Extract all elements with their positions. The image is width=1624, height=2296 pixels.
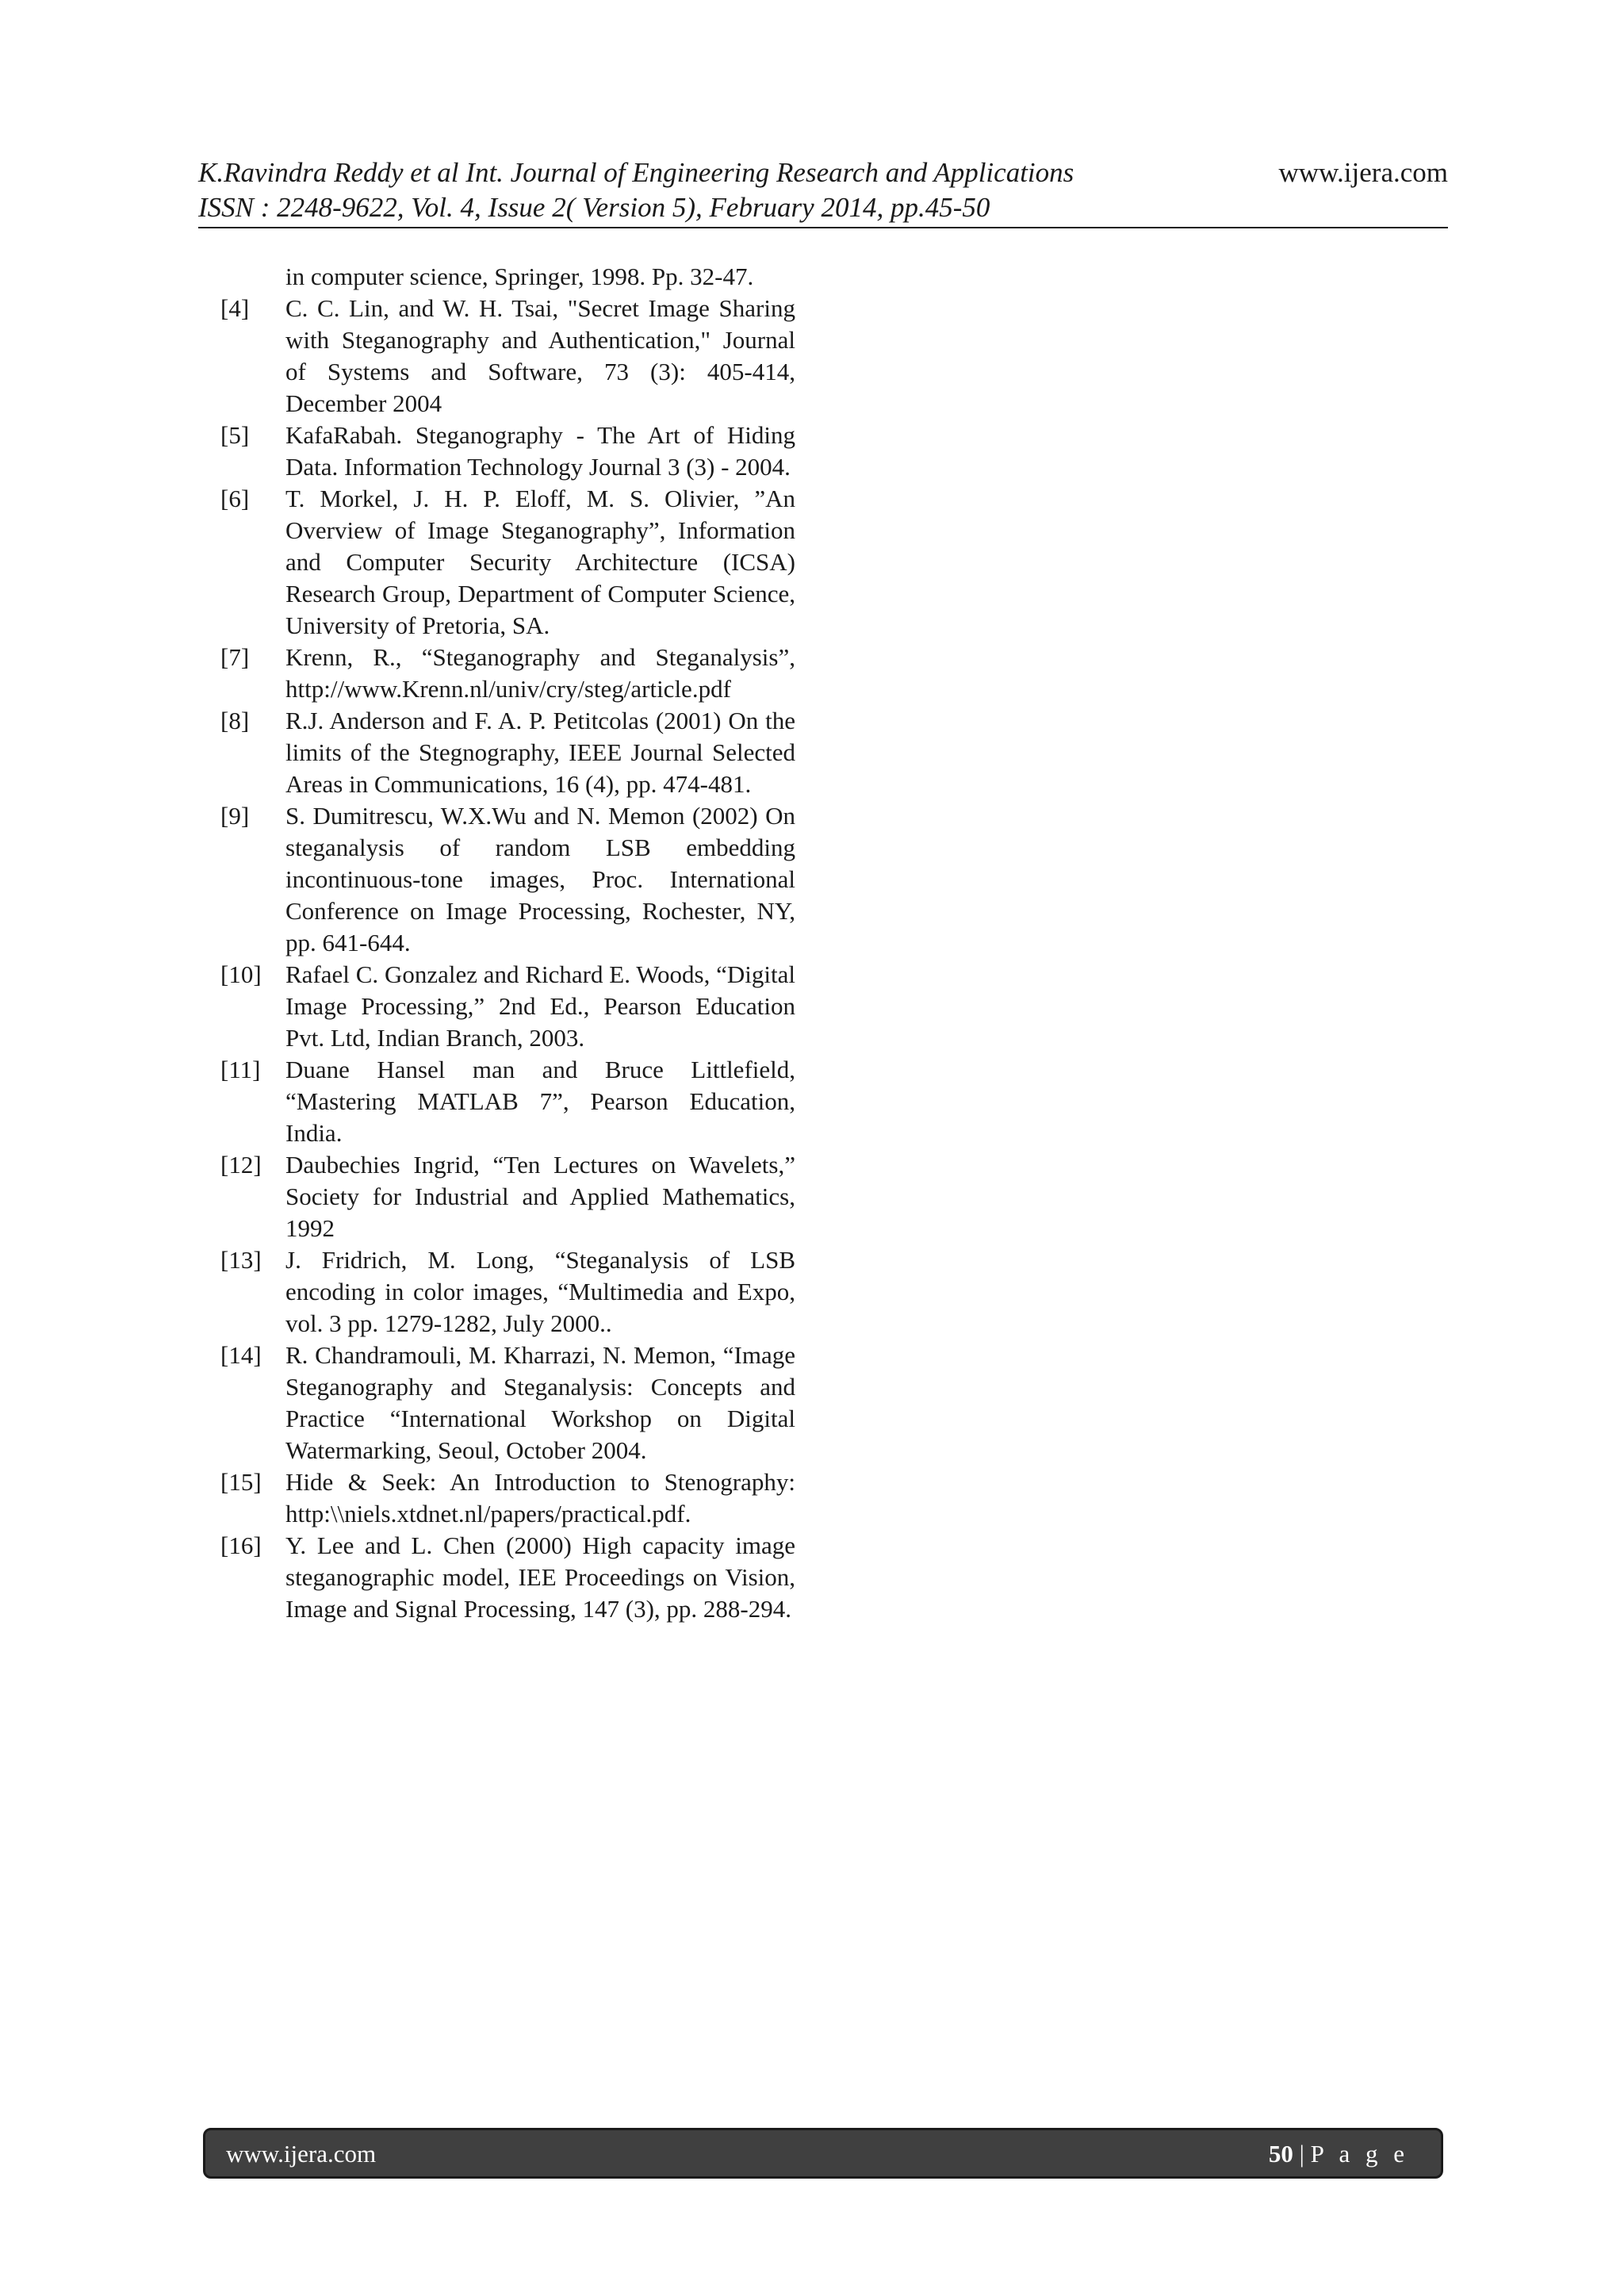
reference-continuation: in computer science, Springer, 1998. Pp. 32-47. <box>285 263 754 290</box>
reference-number: [7] <box>220 643 250 671</box>
reference-number: [5] <box>220 421 250 449</box>
reference-number: [6] <box>220 485 250 512</box>
reference-item <box>220 1054 795 1149</box>
references-list <box>220 261 795 1625</box>
reference-text: C. C. Lin, and W. H. Tsai, "Secret Image Sharing with Steganography and Authentication," Journal of Systems and Software, 73 (3): 405-414, December 2004 <box>285 294 795 417</box>
header-website: www.ijera.com <box>1278 157 1448 188</box>
page-footer <box>203 2128 1443 2179</box>
reference-text: T. Morkel, J. H. P. Eloff, M. S. Olivier, ”An Overview of Image Steganography”, Information and Computer Security Architecture (ICSA) Research Group, Department of Computer Science, University of Pretoria, SA. <box>285 485 795 639</box>
reference-number: [16] <box>220 1531 262 1559</box>
reference-item <box>220 1244 795 1340</box>
reference-item <box>220 959 795 1054</box>
reference-text: Daubechies Ingrid, “Ten Lectures on Wavelets,” Society for Industrial and Applied Mathematics, 1992 <box>285 1151 795 1242</box>
reference-number: [14] <box>220 1341 262 1369</box>
journal-citation-line: K.Ravindra Reddy et al Int. Journal of Engineering Research and Applications <box>198 157 1074 188</box>
reference-text: Rafael C. Gonzalez and Richard E. Woods, “Digital Image Processing,” 2nd Ed., Pearson Education Pvt. Ltd, Indian Branch, 2003. <box>285 960 795 1052</box>
page-header <box>198 155 1448 228</box>
reference-item <box>220 1466 795 1530</box>
reference-number: [10] <box>220 960 262 988</box>
reference-text: R.J. Anderson and F. A. P. Petitcolas (2001) On the limits of the Stegnography, IEEE Journal Selected Areas in Communications, 16 (4), pp. 474-481. <box>285 707 795 798</box>
reference-text: Krenn, R., “Steganography and Steganalysis”, http://www.Krenn.nl/univ/cry/steg/article.pdf <box>285 643 795 703</box>
reference-text: J. Fridrich, M. Long, “Steganalysis of LSB encoding in color images, “Multimedia and Expo, vol. 3 pp. 1279-1282, July 2000.. <box>285 1246 795 1337</box>
page-label: P a g e <box>1310 2140 1409 2168</box>
reference-text: Hide & Seek: An Introduction to Stenography: http:\\niels.xtdnet.nl/papers/practical.pdf. <box>285 1468 795 1527</box>
page-number: 50 <box>1268 2140 1293 2168</box>
reference-item <box>220 483 795 642</box>
page-separator: | <box>1293 2140 1311 2168</box>
reference-item <box>220 1340 795 1466</box>
reference-item <box>220 293 795 420</box>
reference-text: Duane Hansel man and Bruce Littlefield, “Mastering MATLAB 7”, Pearson Education, India. <box>285 1056 795 1147</box>
page-indicator <box>1269 2140 1409 2168</box>
reference-item <box>220 1530 795 1625</box>
reference-number: [4] <box>220 294 250 322</box>
reference-item <box>220 800 795 959</box>
reference-item <box>220 705 795 800</box>
reference-text: S. Dumitrescu, W.X.Wu and N. Memon (2002) On steganalysis of random LSB embedding incontinuous-tone images, Proc. International Conference on Image Processing, Rochester, NY, pp. 641-644. <box>285 802 795 956</box>
reference-number: [9] <box>220 802 250 830</box>
reference-item <box>220 420 795 483</box>
reference-number: [13] <box>220 1246 262 1274</box>
reference-number: [15] <box>220 1468 262 1496</box>
reference-text: R. Chandramouli, M. Kharrazi, N. Memon, “Image Steganography and Steganalysis: Concepts and Practice “International Workshop on Digital Watermarking, Seoul, October 2004. <box>285 1341 795 1464</box>
reference-text: KafaRabah. Steganography - The Art of Hiding Data. Information Technology Journal 3 (3) - 2004. <box>285 421 795 481</box>
reference-number: [11] <box>220 1056 261 1083</box>
issn-line: ISSN : 2248-9622, Vol. 4, Issue 2( Version 5), February 2014, pp.45-50 <box>198 192 990 223</box>
reference-number: [8] <box>220 707 250 734</box>
reference-text: Y. Lee and L. Chen (2000) High capacity image steganographic model, IEE Proceedings on Vision, Image and Signal Processing, 147 (3), pp. 288-294. <box>285 1531 795 1623</box>
footer-website: www.ijera.com <box>226 2140 377 2168</box>
reference-number: [12] <box>220 1151 262 1179</box>
reference-item <box>220 1149 795 1244</box>
reference-item <box>220 642 795 705</box>
